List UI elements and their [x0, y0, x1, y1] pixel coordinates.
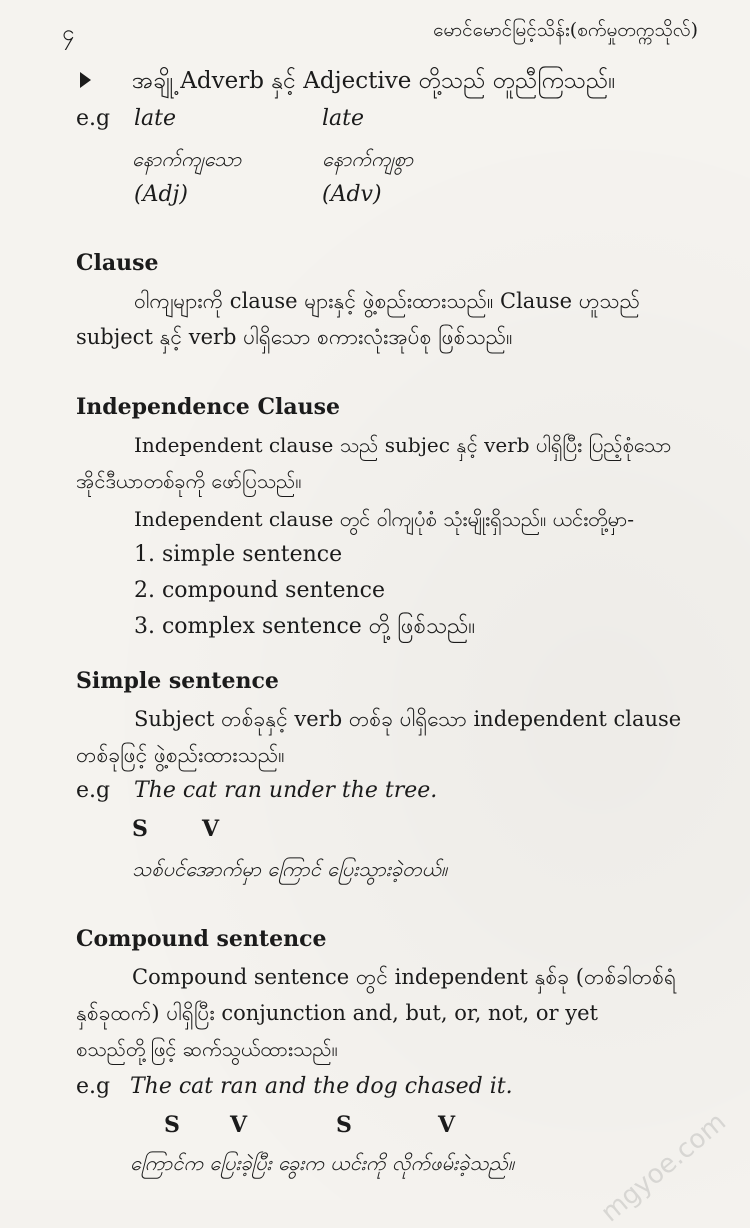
clause-line-1: ဝါကျများကို clause များနှင့် ဖွဲ့စည်းထားသည်။ Clause ဟူသည် — [134, 289, 640, 313]
simple-line-1: Subject တစ်ခုနှင့် verb တစ်ခု ပါရှိသော independent clause — [134, 707, 682, 731]
list-item: 1. simple sentence — [134, 542, 343, 567]
compound-translation: ကြောင်က ပြေးခဲ့ပြီး ခွေးက ယင်းကို လိုက်ဖမ်းခဲ့သည်။ — [130, 1151, 515, 1175]
compound-line-1: Compound sentence တွင် independent နှစ်ခု (တစ်ခါတစ်ရံ — [132, 965, 677, 989]
subject-marker: S — [132, 816, 148, 842]
heading-compound-sentence: Compound sentence — [76, 926, 327, 952]
page-number: ၄ — [62, 21, 75, 46]
running-title: မောင်မောင်မြင့်သိန်း(စက်မှုတက္ကသိုလ်) — [433, 19, 698, 41]
verb-marker: V — [202, 816, 220, 842]
independence-line-3: Independent clause တွင် ဝါကျပုံစံ သုံးမျိုးရှိသည်။ ယင်းတို့မှာ- — [134, 507, 635, 531]
heading-clause: Clause — [76, 250, 159, 276]
myanmar-adv: နောက်ကျစွာ — [322, 147, 414, 171]
verb-marker: V — [230, 1112, 248, 1138]
tag-adv: (Adv) — [322, 182, 382, 207]
simple-example: The cat ran under the tree. — [134, 778, 438, 803]
simple-translation: သစ်ပင်အောက်မှာ ကြောင် ပြေးသွားခဲ့တယ်။ — [132, 857, 448, 881]
subject-marker: S — [336, 1112, 352, 1138]
simple-line-2: တစ်ခုဖြင့် ဖွဲ့စည်းထားသည်။ — [76, 743, 285, 767]
tag-adj: (Adj) — [134, 182, 188, 207]
eg-label: e.g — [76, 106, 111, 131]
compound-line-2: နှစ်ခုထက်) ပါရှိပြီး conjunction and, but, or, not, or yet — [76, 1001, 598, 1025]
bullet-arrow-icon — [80, 72, 91, 88]
subject-marker: S — [164, 1112, 180, 1138]
independence-line-1: Independent clause သည် subjec နှင့် verb ပါရှိပြီး ပြည့်စုံသော — [134, 433, 672, 457]
compound-line-3: စသည်တို့ဖြင့် ဆက်သွယ်ထားသည်။ — [76, 1037, 338, 1061]
watermark: mgyoe.com — [595, 1107, 732, 1228]
verb-marker: V — [438, 1112, 456, 1138]
compound-example: The cat ran and the dog chased it. — [130, 1074, 513, 1099]
independence-line-2: အိုင်ဒီယာတစ်ခုကို ဖော်ပြသည်။ — [76, 469, 302, 493]
clause-line-2: subject နှင့် verb ပါရှိသော စကားလုံးအုပ်စု ဖြစ်သည်။ — [76, 325, 513, 349]
bullet-text: အချို့ Adverb နှင့် Adjective တို့သည် တူညီကြသည်။ — [132, 68, 616, 94]
heading-simple-sentence: Simple sentence — [76, 668, 279, 694]
example-word-adv: late — [322, 106, 365, 131]
list-item: 3. complex sentence တို့ ဖြစ်သည်။ — [134, 614, 476, 639]
example-word-adj: late — [134, 106, 177, 131]
heading-independence-clause: Independence Clause — [76, 394, 340, 420]
eg-label: e.g — [76, 778, 111, 803]
list-item: 2. compound sentence — [134, 578, 386, 603]
eg-label: e.g — [76, 1074, 111, 1099]
myanmar-adj: နောက်ကျသော — [132, 147, 242, 171]
